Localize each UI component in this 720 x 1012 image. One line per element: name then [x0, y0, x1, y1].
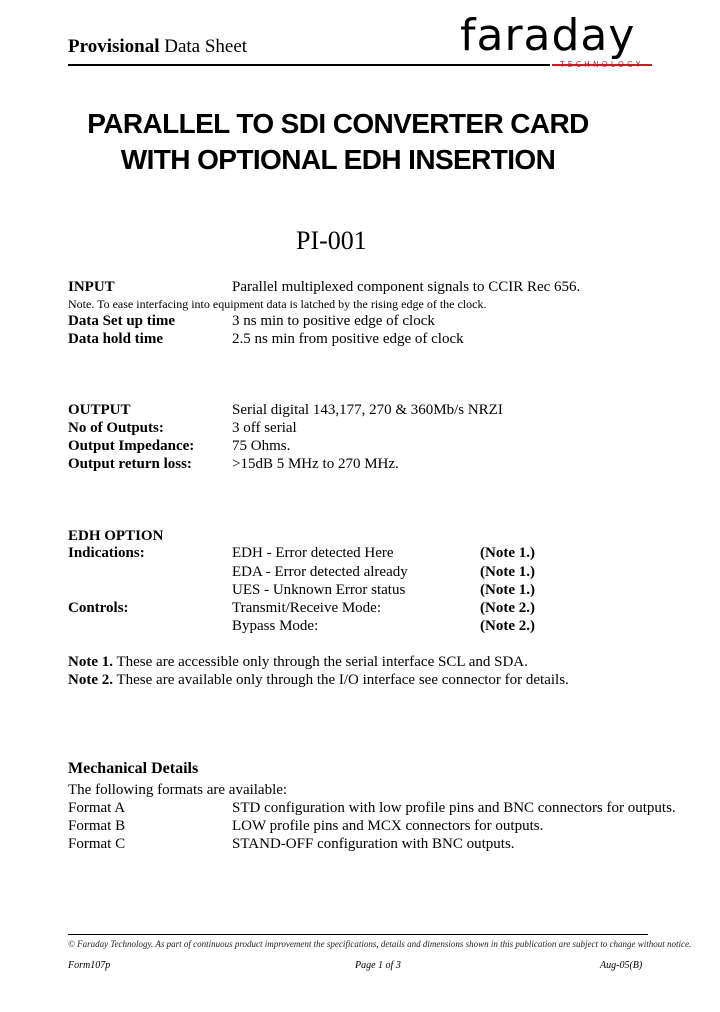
- edh-item: EDH - Error detected Here: [232, 545, 394, 561]
- document-type-title: [68, 36, 247, 58]
- footer-page-number: Page 1 of 3: [355, 960, 401, 971]
- company-logo: faraday: [460, 10, 636, 61]
- spec-value: 2.5 ns min from positive edge of clock: [232, 331, 464, 347]
- footnote-label: Note 2.: [68, 672, 113, 688]
- spec-label: Data hold time: [68, 331, 163, 347]
- footer-disclaimer: © Faraday Technology. As part of continuous product improvement the specifications, details and dimensions shown in this publication are subject to change without notice.: [68, 939, 692, 949]
- spec-label: Data Set up time: [68, 313, 176, 329]
- footnote-text: These are accessible only through the serial interface SCL and SDA.: [113, 654, 528, 670]
- edh-controls-label: Controls:: [68, 600, 129, 616]
- footnote-1: [68, 653, 528, 671]
- document-type-rest: Data Sheet: [159, 36, 248, 57]
- spec-value: >15dB 5 MHz to 270 MHz.: [232, 456, 399, 472]
- spec-value: 75 Ohms.: [232, 438, 291, 454]
- edh-note-ref: (Note 1.): [480, 564, 535, 580]
- format-name: Format C: [68, 836, 126, 852]
- edh-item: EDA - Error detected already: [232, 564, 408, 580]
- company-logo-tagline: TECHNOLOGY: [560, 60, 644, 69]
- edh-indications-label: Indications:: [68, 545, 145, 561]
- edh-note-ref: (Note 1.): [480, 545, 535, 561]
- footer-form-code: Form107p: [68, 960, 111, 971]
- input-description: Parallel multiplexed component signals to CCIR Rec 656.: [232, 279, 581, 295]
- footer-rule: [68, 934, 648, 935]
- edh-item: UES - Unknown Error status: [232, 582, 406, 598]
- edh-item: Transmit/Receive Mode:: [232, 600, 382, 616]
- spec-label: Output return loss:: [68, 456, 192, 472]
- format-description: STD configuration with low profile pins and BNC connectors for outputs.: [232, 800, 676, 816]
- mechanical-heading: Mechanical Details: [68, 760, 199, 777]
- input-heading: INPUT: [68, 279, 115, 295]
- product-title-line-1: PARALLEL TO SDI CONVERTER CARD: [87, 108, 589, 139]
- footnote-text: These are available only through the I/O interface see connector for details.: [113, 672, 569, 688]
- spec-value: 3 off serial: [232, 420, 297, 436]
- format-description: LOW profile pins and MCX connectors for outputs.: [232, 818, 544, 834]
- edh-note-ref: (Note 2.): [480, 600, 535, 616]
- footnote-2: [68, 671, 569, 689]
- edh-note-ref: (Note 2.): [480, 618, 535, 634]
- format-description: STAND-OFF configuration with BNC outputs.: [232, 836, 515, 852]
- footer-date: Aug-05(B): [600, 960, 643, 971]
- footnote-label: Note 1.: [68, 654, 113, 670]
- part-number: PI-001: [296, 226, 367, 255]
- input-note: Note. To ease interfacing into equipment data is latched by the rising edge of the clock.: [68, 297, 487, 311]
- spec-label: Output Impedance:: [68, 438, 195, 454]
- edh-heading: EDH OPTION: [68, 528, 164, 544]
- header-rule: [68, 64, 550, 66]
- format-name: Format B: [68, 818, 126, 834]
- output-heading: OUTPUT: [68, 402, 131, 418]
- edh-item: Bypass Mode:: [232, 618, 319, 634]
- output-description: Serial digital 143,177, 270 & 360Mb/s NRZI: [232, 402, 503, 418]
- product-title-line-2: WITH OPTIONAL EDH INSERTION: [120, 144, 556, 175]
- format-name: Format A: [68, 800, 126, 816]
- spec-value: 3 ns min to positive edge of clock: [232, 313, 435, 329]
- document-type-bold: Provisional: [68, 36, 160, 57]
- mechanical-intro: The following formats are available:: [68, 782, 288, 798]
- spec-label: No of Outputs:: [68, 420, 164, 436]
- edh-note-ref: (Note 1.): [480, 582, 535, 598]
